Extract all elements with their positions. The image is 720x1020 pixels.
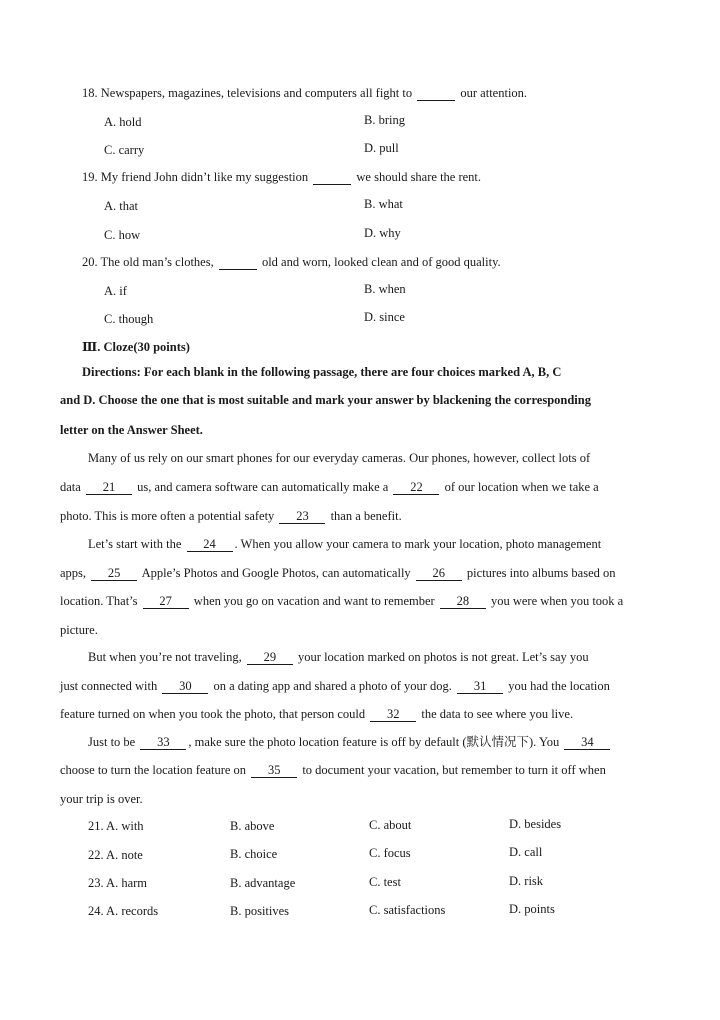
- blank-24: 24: [187, 537, 233, 552]
- passage-line: [60, 678, 610, 694]
- text: . When you allow your camera to mark your location, photo management: [234, 537, 602, 551]
- text: your location marked on photos is not great. Let’s say you: [298, 650, 589, 664]
- question-stem: The old man’s clothes,: [100, 255, 214, 269]
- option-22-a: 22. A. note: [88, 848, 143, 862]
- option-21-a: 21. A. with: [88, 819, 144, 833]
- text: of our location when we take a: [444, 480, 599, 494]
- option-23-b: B. advantage: [230, 876, 296, 890]
- question-stem-end: old and worn, looked clean and of good quality.: [261, 255, 501, 269]
- option-21-d: D. besides: [509, 817, 562, 831]
- text: choose to turn the location feature on: [60, 763, 247, 777]
- directions-line-3: letter on the Answer Sheet.: [60, 423, 203, 437]
- text: just connected with: [60, 679, 158, 693]
- answer-blank: [313, 170, 351, 185]
- section-heading: Ⅲ. Cloze(30 points): [82, 340, 190, 354]
- question-20: [82, 254, 501, 270]
- question-stem-end: we should share the rent.: [356, 170, 482, 184]
- option-21-b: B. above: [230, 819, 275, 833]
- blank-33: 33: [140, 735, 186, 750]
- option-23-a: 23. A. harm: [88, 876, 148, 890]
- option-a: A. hold: [104, 115, 142, 129]
- question-stem: My friend John didn’t like my suggestion: [100, 170, 309, 184]
- answer-blank: [219, 255, 257, 270]
- question-stem-end: our attention.: [460, 86, 528, 100]
- text: , make sure the photo location feature is off by default (默认情况下). You: [188, 735, 560, 749]
- text: But when you’re not traveling,: [88, 650, 242, 664]
- option-a: A. if: [104, 284, 127, 298]
- option-24-c: C. satisfactions: [369, 903, 446, 917]
- option-24-a: 24. A. records: [88, 904, 159, 918]
- option-23-c: C. test: [369, 875, 401, 889]
- option-d: D. since: [364, 310, 405, 324]
- blank-23: 23: [279, 509, 325, 524]
- option-b: B. when: [364, 282, 406, 296]
- text: photo. This is more often a potential safety: [60, 509, 275, 523]
- passage-line: [60, 508, 402, 524]
- text: pictures into albums based on: [466, 566, 616, 580]
- blank-35: 35: [251, 763, 297, 778]
- option-21-c: C. about: [369, 818, 412, 832]
- blank-21: 21: [86, 480, 132, 495]
- text: us, and camera software can automatically make a: [137, 480, 389, 494]
- blank-22: 22: [393, 480, 439, 495]
- passage-line: your trip is over.: [60, 792, 143, 806]
- question-stem: Newspapers, magazines, televisions and computers all fight to: [100, 86, 413, 100]
- passage-line: [60, 565, 616, 581]
- option-d: D. why: [364, 226, 401, 240]
- blank-29: 29: [247, 650, 293, 665]
- text: than a benefit.: [330, 509, 402, 523]
- text: Apple’s Photos and Google Photos, can automatically: [141, 566, 411, 580]
- passage-line: [60, 706, 573, 722]
- text: apps,: [60, 566, 87, 580]
- text: on a dating app and shared a photo of your dog.: [213, 679, 452, 693]
- question-number: 19.: [82, 170, 98, 184]
- text: you were when you took a: [490, 594, 624, 608]
- question-18: [82, 85, 527, 101]
- option-23-d: D. risk: [509, 874, 544, 888]
- directions-line-2: and D. Choose the one that is most suitable and mark your answer by blackening the corresponding: [60, 393, 591, 407]
- directions-line-1: Directions: For each blank in the following passage, there are four choices marked A, B, C: [82, 365, 562, 379]
- blank-31: 31: [457, 679, 503, 694]
- option-b: B. bring: [364, 113, 405, 127]
- passage-line: [88, 734, 612, 750]
- text: you had the location: [508, 679, 610, 693]
- passage-line: Many of us rely on our smart phones for our everyday cameras. Our phones, however, collect lots of: [88, 451, 591, 465]
- option-c: C. though: [104, 312, 154, 326]
- question-number: 20.: [82, 255, 98, 269]
- text: location. That’s: [60, 594, 138, 608]
- text: Let’s start with the: [88, 537, 182, 551]
- option-c: C. how: [104, 228, 141, 242]
- option-b: B. what: [364, 197, 403, 211]
- passage-line: [88, 649, 589, 665]
- blank-26: 26: [416, 566, 462, 581]
- text: when you go on vacation and want to remember: [193, 594, 435, 608]
- passage-line: [88, 536, 601, 552]
- passage-line: [60, 479, 599, 495]
- passage-line: [60, 593, 623, 609]
- text: Just to be: [88, 735, 136, 749]
- passage-line: picture.: [60, 623, 98, 637]
- option-24-d: D. points: [509, 902, 555, 916]
- question-19: [82, 169, 481, 185]
- blank-28: 28: [440, 594, 486, 609]
- question-number: 18.: [82, 86, 98, 100]
- option-d: D. pull: [364, 141, 399, 155]
- option-22-d: D. call: [509, 845, 543, 859]
- passage-line: [60, 762, 606, 778]
- option-22-b: B. choice: [230, 847, 278, 861]
- blank-25: 25: [91, 566, 137, 581]
- text: data: [60, 480, 81, 494]
- text: to document your vacation, but remember to turn it off when: [302, 763, 606, 777]
- blank-34: 34: [564, 735, 610, 750]
- text: feature turned on when you took the photo, that person could: [60, 707, 366, 721]
- option-24-b: B. positives: [230, 904, 290, 918]
- option-c: C. carry: [104, 143, 145, 157]
- blank-27: 27: [143, 594, 189, 609]
- blank-32: 32: [370, 707, 416, 722]
- option-22-c: C. focus: [369, 846, 411, 860]
- option-a: A. that: [104, 199, 139, 213]
- blank-30: 30: [162, 679, 208, 694]
- answer-blank: [417, 86, 455, 101]
- text: the data to see where you live.: [421, 707, 574, 721]
